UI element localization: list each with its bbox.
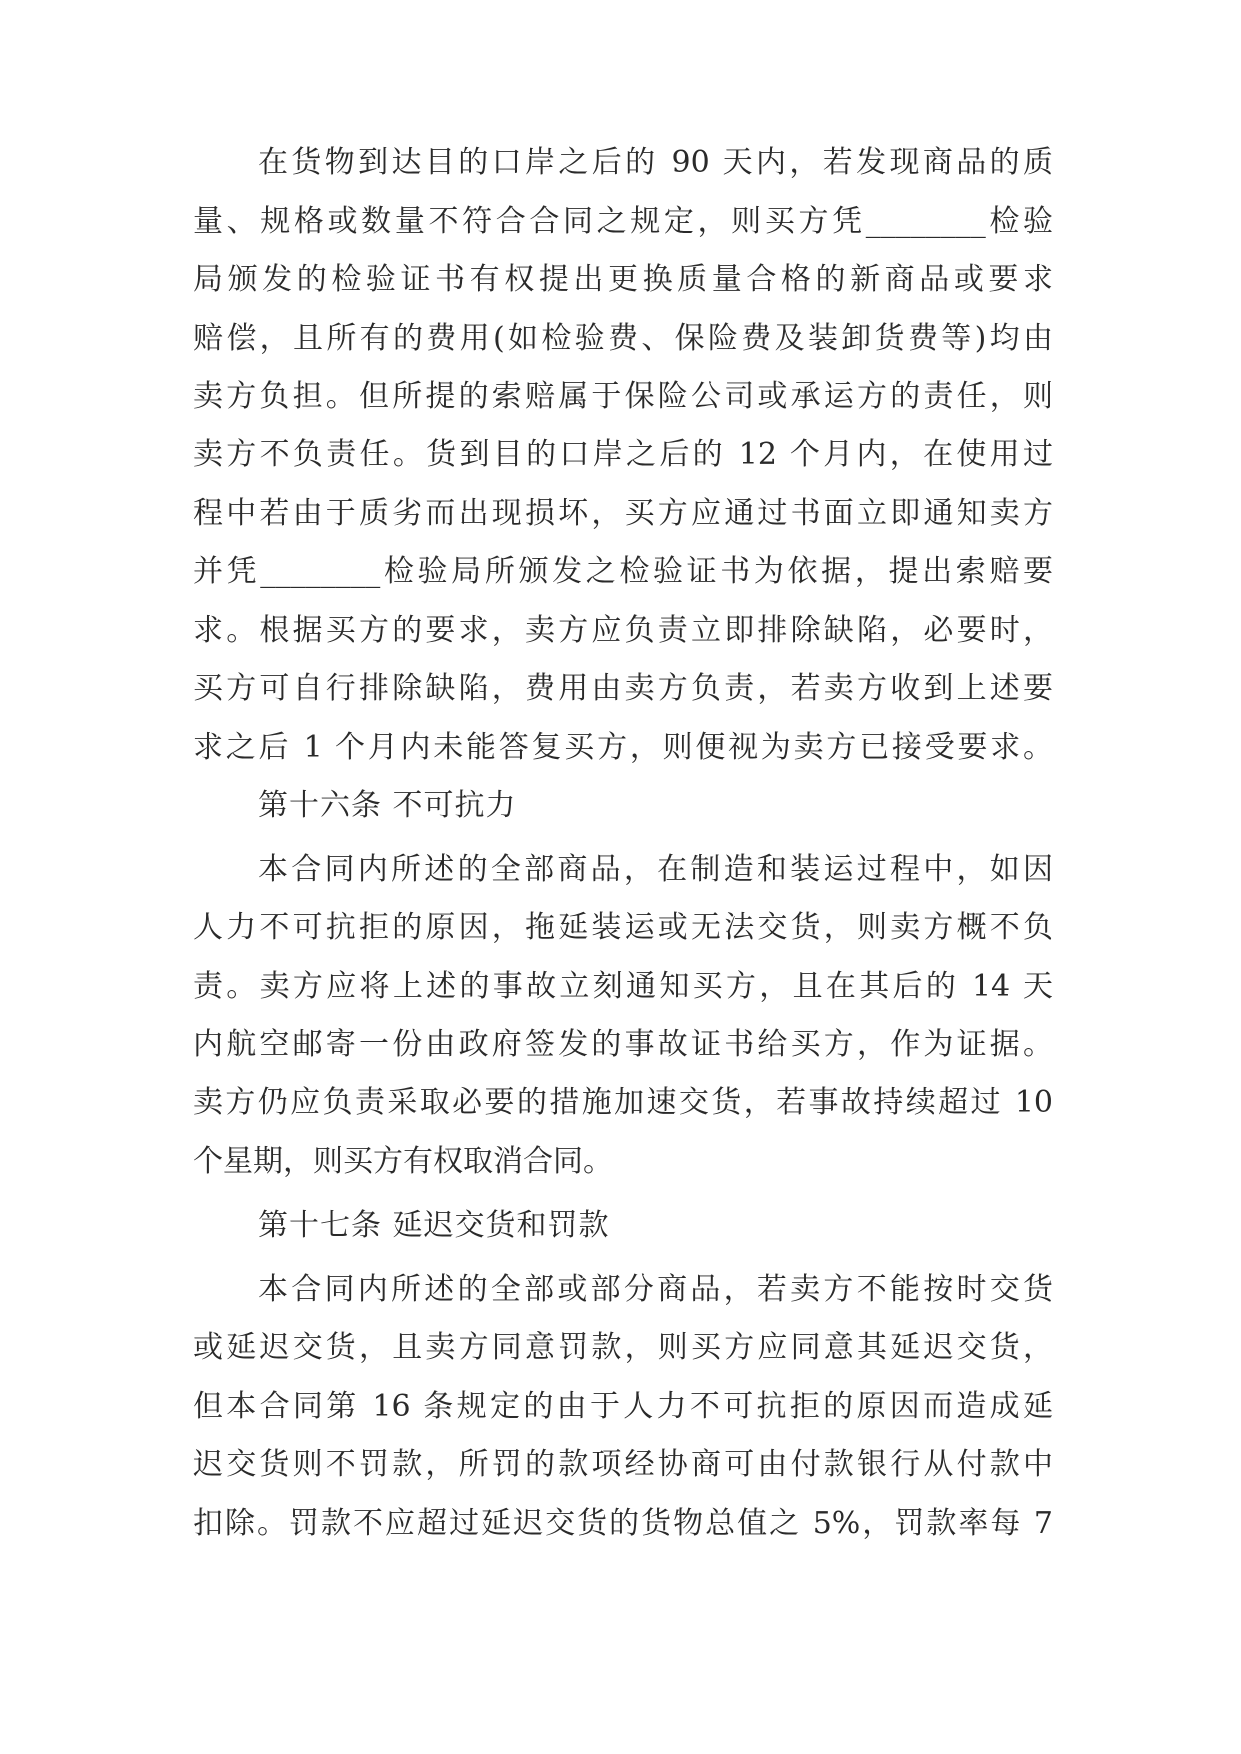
section-heading-force-majeure: 第十六条 不可抗力 — [258, 788, 517, 823]
paragraph-line: 或延迟交货，且卖方同意罚款，则买方应同意其延迟交货， — [193, 1330, 1053, 1365]
paragraph-line: 个星期，则买方有权取消合同。 — [193, 1144, 613, 1179]
paragraph-line: 扣除。罚款不应超过延迟交货的货物总值之 5%，罚款率每 7 — [193, 1506, 1053, 1541]
paragraph-line: 程中若由于质劣而出现损坏，买方应通过书面立即通知卖方 — [193, 496, 1053, 531]
paragraph-line: 量、规格或数量不符合合同之规定，则买方凭________检验 — [193, 204, 1053, 239]
paragraph-line: 内航空邮寄一份由政府签发的事故证书给买方，作为证据。 — [193, 1027, 1053, 1062]
paragraph-line: 卖方仍应负责采取必要的措施加速交货，若事故持续超过 10 — [193, 1085, 1053, 1120]
paragraph-line: 求之后 1 个月内未能答复买方，则便视为卖方已接受要求。 — [193, 730, 1053, 765]
paragraph-line: 但本合同第 16 条规定的由于人力不可抗拒的原因而造成延 — [193, 1389, 1053, 1424]
paragraph-line: 求。根据买方的要求，卖方应负责立即排除缺陷，必要时， — [193, 613, 1053, 648]
paragraph-line: 人力不可抗拒的原因，拖延装运或无法交货，则卖方概不负 — [193, 910, 1053, 945]
paragraph-line: 卖方负担。但所提的索赔属于保险公司或承运方的责任，则 — [193, 379, 1053, 414]
section-heading-late-delivery: 第十七条 延迟交货和罚款 — [258, 1208, 610, 1243]
paragraph-line: 本合同内所述的全部或部分商品，若卖方不能按时交货 — [258, 1272, 1053, 1307]
paragraph-line: 卖方不负责任。货到目的口岸之后的 12 个月内，在使用过 — [193, 437, 1053, 472]
paragraph-line: 赔偿，且所有的费用(如检验费、保险费及装卸货费等)均由 — [193, 321, 1053, 356]
paragraph-line: 买方可自行排除缺陷，费用由卖方负责，若卖方收到上述要 — [193, 671, 1053, 706]
paragraph-line: 在货物到达目的口岸之后的 90 天内，若发现商品的质 — [258, 145, 1053, 180]
paragraph-line: 并凭________检验局所颁发之检验证书为依据，提出索赔要 — [193, 554, 1053, 589]
paragraph-line: 责。卖方应将上述的事故立刻通知买方，且在其后的 14 天 — [193, 969, 1053, 1004]
paragraph-line: 本合同内所述的全部商品，在制造和装运过程中，如因 — [258, 852, 1053, 887]
paragraph-line: 局颁发的检验证书有权提出更换质量合格的新商品或要求 — [193, 262, 1053, 297]
paragraph-line: 迟交货则不罚款，所罚的款项经协商可由付款银行从付款中 — [193, 1447, 1053, 1482]
